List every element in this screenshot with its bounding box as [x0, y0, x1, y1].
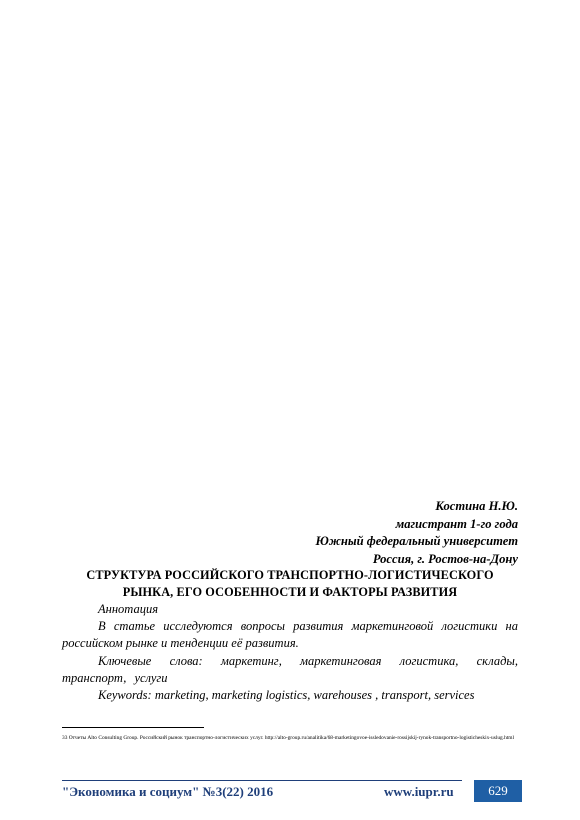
footnote: 33 Отчеты Alto Consulting Group. Российский рынок транспортно-логистических услуг. http://alto-group.ru/analitika/68-marketingovoe-issledovanie-rossijskij-rynok-transportno-logisticheskix-uslug.html: [62, 735, 514, 741]
footer-site-link[interactable]: www.iupr.ru: [384, 784, 454, 799]
keywords-en: Keywords: marketing, marketing logistics, warehouses , transport, services: [98, 688, 475, 703]
author-block: [118, 498, 518, 568]
author-location: Россия, г. Ростов-на-Дону: [372, 551, 518, 566]
title-line-2: РЫНКА, ЕГО ОСОБЕННОСТИ И ФАКТОРЫ РАЗВИТИЯ: [122, 585, 458, 599]
page-number-text: 629: [488, 783, 508, 798]
article-title: [62, 567, 518, 601]
author-position: магистрант 1-го года: [395, 516, 518, 531]
page-number: [474, 780, 522, 802]
keywords-ru: Ключевые слова: маркетинг, маркетинговая логистика, склады, транспорт, услуги: [62, 653, 518, 685]
abstract-heading: Аннотация: [98, 602, 159, 616]
author-name: Костина Н.Ю.: [435, 499, 518, 513]
author-university: Южный федеральный университет: [315, 534, 518, 548]
footer-divider: [62, 780, 462, 781]
footnote-divider: [62, 727, 204, 728]
footer-journal: "Экономика и социум" №3(22) 2016: [62, 784, 274, 799]
abstract-text: В статье исследуются вопросы развития маркетинговой логистики на российском рынке и тенденции её развития.: [62, 619, 518, 651]
article-body: [62, 601, 518, 704]
title-line-1: СТРУКТУРА РОССИЙСКОГО ТРАНСПОРТНО-ЛОГИСТИЧЕСКОГО: [86, 568, 494, 582]
